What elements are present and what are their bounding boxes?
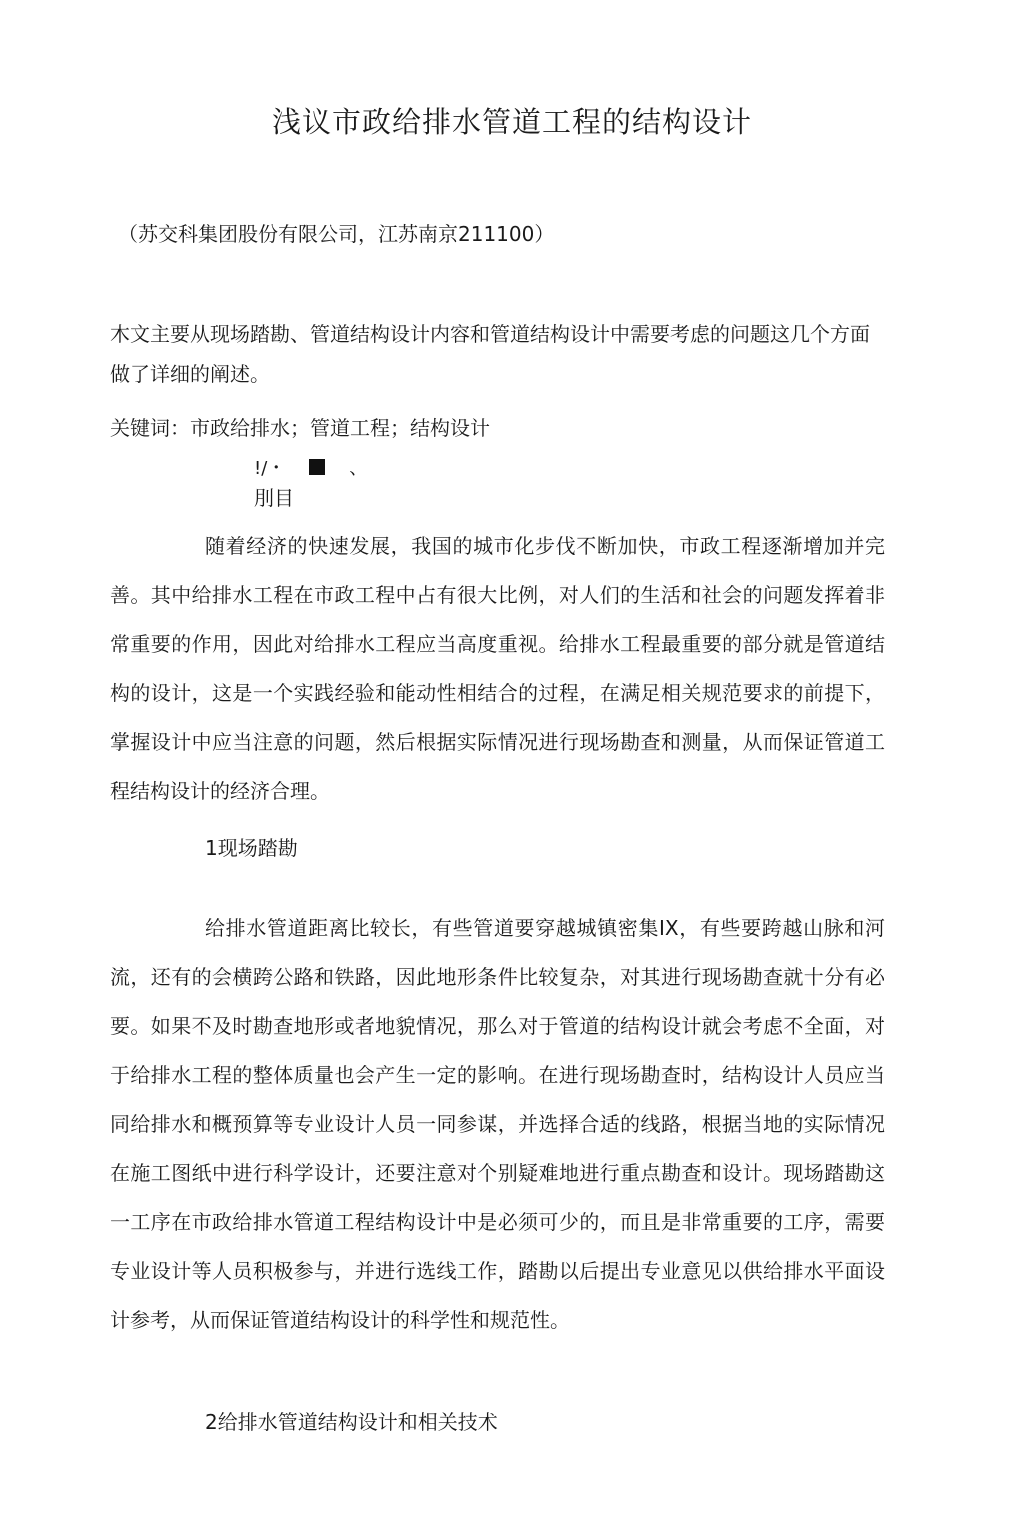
keywords: 关键词：市政给排水；管道工程；结构设计 (110, 416, 490, 440)
scan-artifact (254, 454, 367, 480)
section-heading-1: 1现场踏勘 (205, 836, 298, 860)
black-square-icon (309, 459, 325, 475)
artifact-left-text: !/・ (254, 458, 286, 479)
document-title: 浅议市政给排水管道工程的结构设计 (271, 105, 752, 139)
abstract: 木文主要从现场踏勘、管道结构设计内容和管道结构设计中需要考虑的问题这几个方面做了详细的阐述。 (110, 322, 870, 386)
affiliation: （苏交科集团股份有限公司，江苏南京211100） (118, 222, 555, 246)
section-heading-2: 2给排水管道结构设计和相关技术 (205, 1410, 498, 1434)
paragraph-site-survey: 给排水管道距离比较长，有些管道要穿越城镇密集IX，有些要跨越山脉和河流，还有的会横跨公路和铁路，因此地形条件比较复杂，对其进行现场勘查就十分有必要。如果不及时勘查地形或者地貌情况，那么对于管道的结构设计就会考虑不全面，对于给排水工程的整体质量也会产生一定的影响。在进行现场勘查时，结构设计人员应当同给排水和概预算等专业设计人员一同参谋，并选择合适的线路，根据当地的实际情况在施工图纸中进行科学设计，还要注意对个别疑难地进行重点勘查和设计。现场踏勘这一工序在市政给排水管道工程结构设计中是必须可少的，而且是非常重要的工序，需要专业设计等人员积极参与，并进行选线工作，踏勘以后提出专业意见以供给排水平面设计参考，从而保证管道结构设计的科学性和规范性。 (110, 916, 885, 1332)
foreword-heading: 刖目 (254, 486, 294, 510)
artifact-right-text: 、 (349, 458, 368, 479)
paragraph-intro: 随着经济的快速发展，我国的城市化步伐不断加快，市政工程逐渐增加并完善。其中给排水工程在市政工程中占有很大比例，对人们的生活和社会的问题发挥着非常重要的作用，因此对给排水工程应当高度重视。给排水工程最重要的部分就是管道结构的设计，这是一个实践经验和能动性相结合的过程，在满足相关规范要求的前提下，掌握设计中应当注意的问题，然后根据实际情况进行现场勘查和测量，从而保证管道工程结构设计的经济合理。 (110, 534, 885, 803)
